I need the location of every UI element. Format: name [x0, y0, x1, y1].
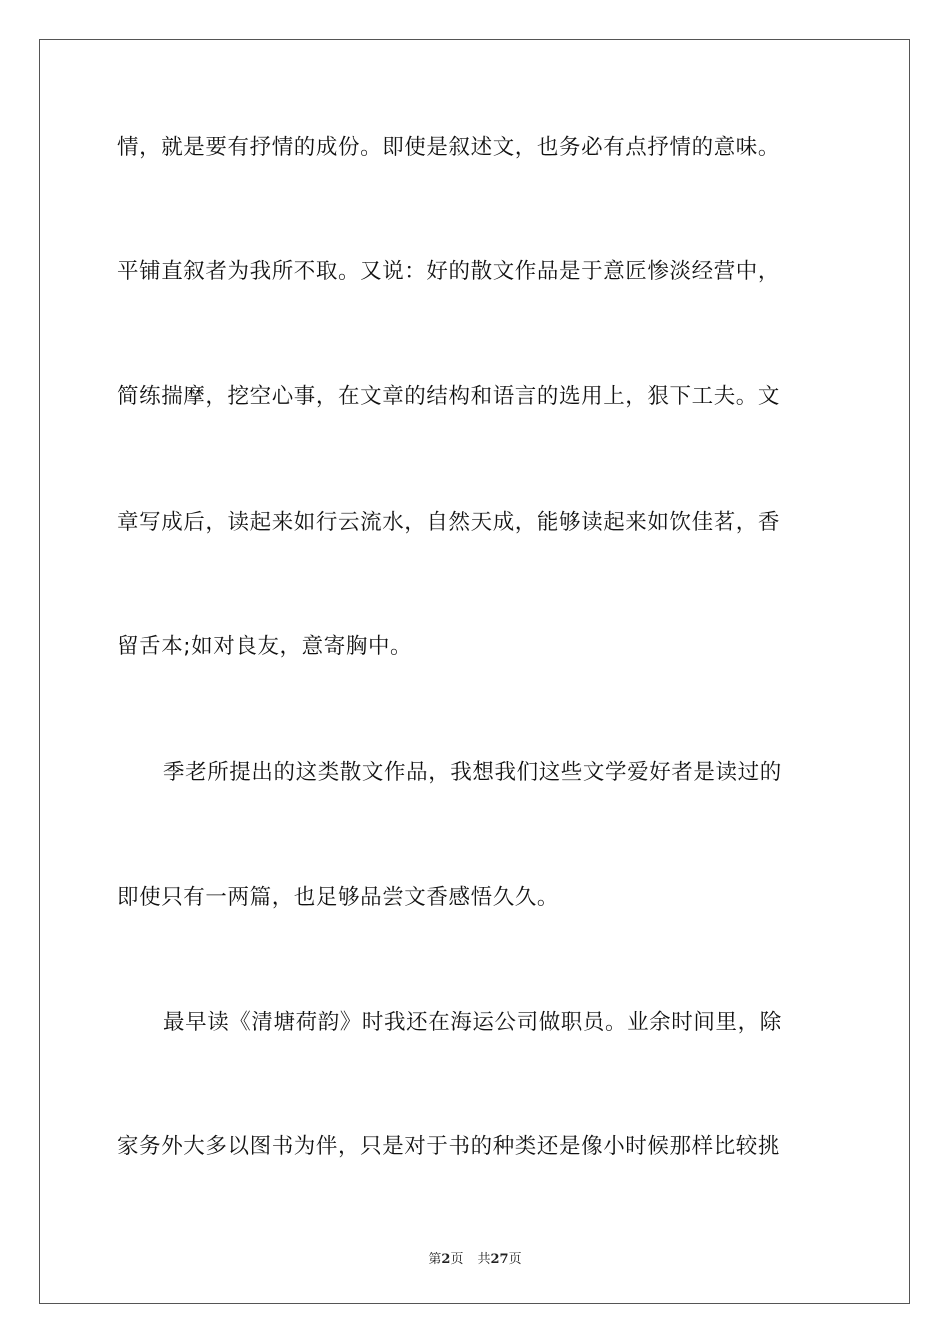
paragraph-first-line: 最早读《清塘荷韵》时我还在海运公司做职员。业余时间里，除 — [163, 1010, 782, 1035]
body-text-line: 简练揣摩，挖空心事，在文章的结构和语言的选用上，狠下工夫。文 — [117, 384, 781, 409]
body-text-line: 平铺直叙者为我所不取。又说：好的散文作品是于意匠惨淡经营中， — [117, 259, 781, 284]
body-text-line: 留舌本;如对良友，意寄胸中。 — [117, 634, 413, 659]
paragraph-first-line: 季老所提出的这类散文作品，我想我们这些文学爱好者是读过的 — [163, 760, 782, 785]
total-suffix: 页 — [508, 1252, 522, 1267]
body-text-line: 章写成后，读起来如行云流水，自然天成，能够读起来如饮佳茗，香 — [117, 510, 781, 535]
body-text-line: 家务外大多以图书为伴，只是对于书的种类还是像小时候那样比较挑 — [117, 1134, 781, 1159]
page-frame — [39, 39, 910, 1304]
body-text-line: 即使只有一两篇，也足够品尝文香感悟久久。 — [117, 885, 560, 910]
page-suffix: 页 — [450, 1252, 464, 1267]
body-text-line: 情，就是要有抒情的成份。即使是叙述文，也务必有点抒情的意味。 — [117, 135, 781, 160]
total-prefix: 共 — [477, 1252, 491, 1267]
page-prefix: 第 — [428, 1252, 442, 1267]
page-footer — [0, 1248, 950, 1267]
page-number: 2 — [441, 1252, 451, 1267]
total-pages: 27 — [490, 1252, 509, 1267]
